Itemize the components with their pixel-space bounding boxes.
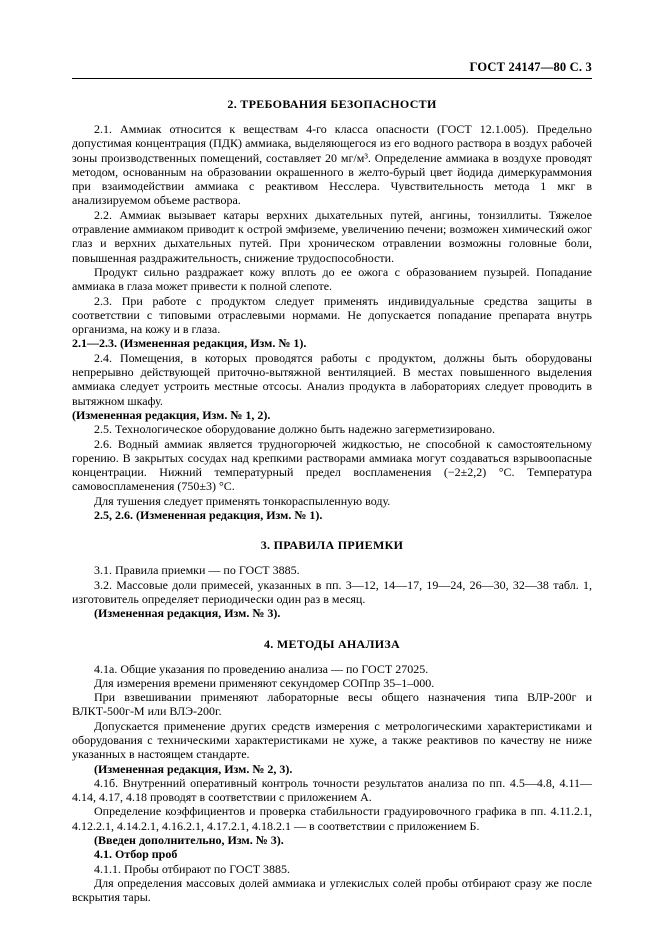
section-title-safety: 2. ТРЕБОВАНИЯ БЕЗОПАСНОСТИ [227,97,437,111]
revision-note: (Измененная редакция, Изм. № 2, 3). [94,761,293,776]
paragraph: 4.1б. Внутренний оперативный контроль точности результатов анализа по пп. 4.5—4.8, 4.11—4.14, 4.17, 4.18 проводят в соответствии с приложением А. [72,775,592,805]
paragraph: 3.1. Правила приемки — по ГОСТ 3885. [94,563,300,578]
paragraph: 2.6. Водный аммиак является трудногорючей жидкостью, не способной к самостоятельному горению. В закрытых сосудах над крепкими растворами аммиака могут создаваться взрывоопасные концентрации. Нижний температурный предел воспламенения (−2±2,2) °С. Температура самовоспламенения (750±3) °С. [72,436,592,494]
section-title-methods: 4. МЕТОДЫ АНАЛИЗА [264,636,400,651]
paragraph: 2.4. Помещения, в которых проводятся работы с продуктом, должны быть оборудованы непрерывно действующей приточно-вытяжной вентиляцией. В местах повышенного выделения аммиака следует устроить местные отсосы. Анализ продукта в лабораториях следует проводить в вытяжном шкафу. [72,350,592,408]
page-content [72,60,592,905]
revision-note: (Введен дополнительно, Изм. № 3). [94,833,284,848]
page-header: ГОСТ 24147—80 С. 3 [72,60,592,79]
paragraph: 2.1. Аммиак относится к веществам 4-го класса опасности (ГОСТ 12.1.005). Предельно допустимая концентрация (ПДК) аммиака, выделяющегося из его водного раствора в воздух рабочей зоны производственных помещений, составляет 20 мг/м³. Определение аммиака в воздухе проводят методом, основанным на образовании окрашенного в желто-бурый цвет йодида димеркураммония при взаимодействии аммиака с реактивом Несслера. Чувствительность метода 1 мкг в анализируемом объеме раствора. [72,122,592,208]
section-title-acceptance: 3. ПРАВИЛА ПРИЕМКИ [260,538,404,553]
paragraph: Для определения массовых долей аммиака и углекислых солей пробы отбирают сразу же после вскрытия тары. [72,875,592,905]
paragraph: 2.3. При работе с продуктом следует применять индивидуальные средства защиты в соответствии с типовыми отраслевыми нормами. Не допускается попадание препарата внутрь организма, на кожу и в глаза. [72,293,592,337]
paragraph: 3.2. Массовые доли примесей, указанных в пп. 3—12, 14—17, 19—24, 26—30, 32—38 табл. 1, изготовитель определяет периодически один раз в месяц. [72,577,592,606]
paragraph: 2.5. Технологическое оборудование должно быть надежно загерметизировано. [94,422,496,437]
paragraph: 4.1а. Общие указания по проведению анализа — по ГОСТ 27025. [94,661,429,676]
paragraph: Определение коэффициентов и проверка стабильности градуировочного графика в пп. 4.11.2.1, 4.12.2.1, 4.14.2.1, 4.16.2.1, 4.17.2.1, 4.18.2.1 — в соответствии с приложением Б. [72,804,592,833]
paragraph: Допускается применение других средств измерения с метрологическими характеристиками и оборудования с техническими характеристиками не хуже, а также реактивов по качеству не ниже указанных в настоящем стандарте. [72,718,592,762]
paragraph: Для тушения следует применять тонкораспыленную воду. [94,493,391,508]
paragraph: Для измерения времени применяют секундомер СОПпр 35–1–000. [94,675,435,690]
paragraph: При взвешивании применяют лабораторные весы общего назначения типа ВЛР-200г и ВЛКТ-500г-М или ВЛЭ-200г. [72,690,592,719]
revision-note: 2.1—2.3. (Измененная редакция, Изм. № 1). [72,336,307,351]
revision-note: (Измененная редакция, Изм. № 3). [94,606,281,621]
paragraph: Продукт сильно раздражает кожу вплоть до ее ожога с образованием пузырей. Попадание аммиака в глаза может привести к полной слепоте. [72,264,592,294]
revision-note: (Измененная редакция, Изм. № 1, 2). [72,407,271,422]
revision-note: 2.5, 2.6. (Измененная редакция, Изм. № 1). [94,508,323,523]
subsection-heading: 4.1. Отбор проб [94,847,178,862]
paragraph: 2.2. Аммиак вызывает катары верхних дыхательных путей, ангины, тонзиллиты. Тяжелое отравление аммиаком приводит к острой эмфиземе, увеличению печени; возможен химический ожог глаз и верхних дыхательных путей. При хроническом отравлении возможны головные боли, повышенная раздражительность, снижение трудоспособности. [72,207,592,265]
paragraph: 4.1.1. Пробы отбирают по ГОСТ 3885. [94,861,291,876]
